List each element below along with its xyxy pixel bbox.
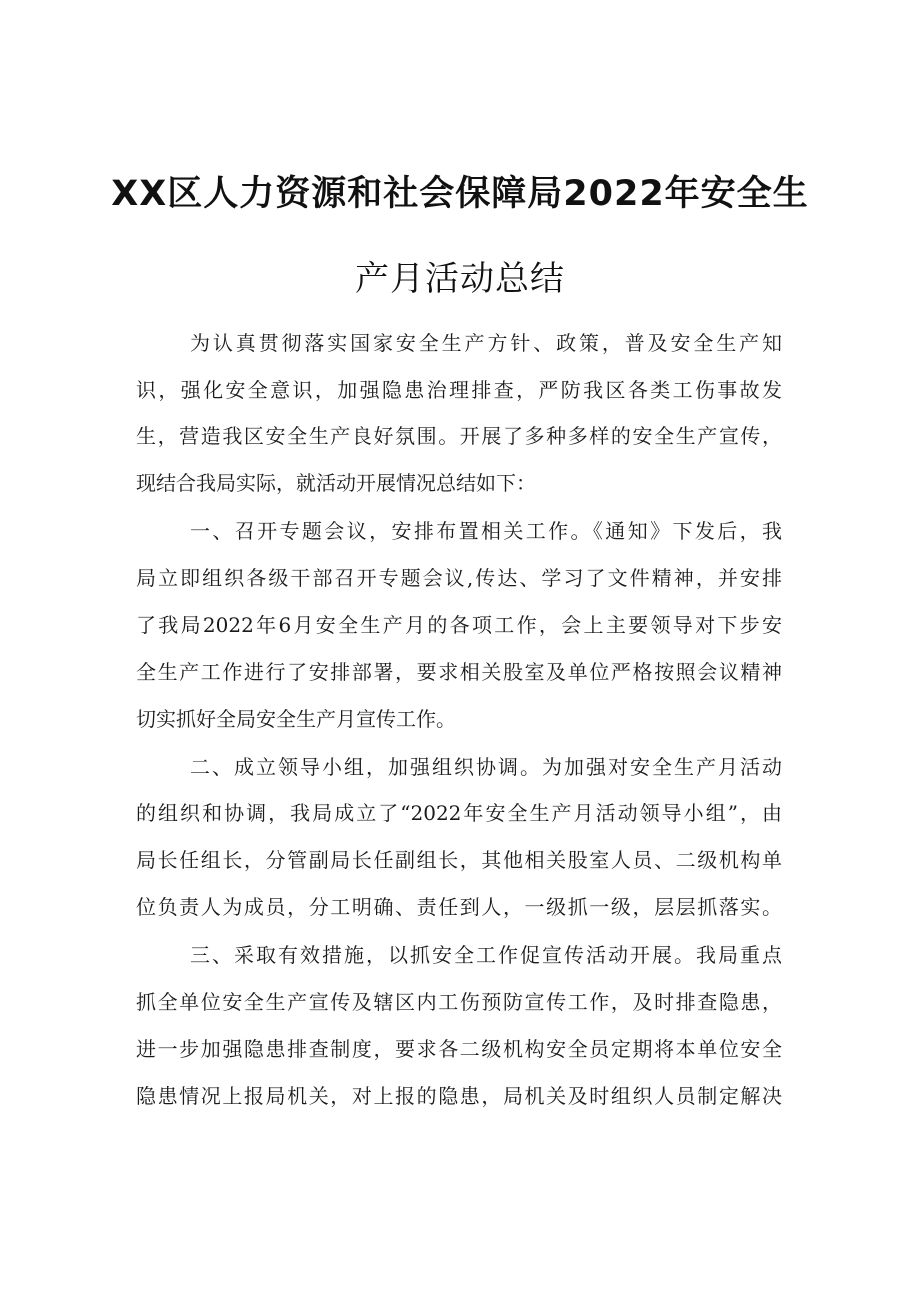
body-line-section-2-3: 局长任组长，分管副局长任副组长，其他相关股室人员、二级机构单 [136, 848, 782, 872]
body-line-section-3-3: 进一步加强隐患排查制度，要求各二级机构安全员定期将本单位安全 [136, 1037, 782, 1061]
body-line-section-2-1: 二、成立领导小组，加强组织协调。为加强对安全生产月活动 [190, 755, 782, 779]
body-line-section-1-5: 切实抓好全局安全生产月宣传工作。 [136, 707, 456, 731]
body-line-intro-3: 生，营造我区安全生产良好氛围。开展了多种多样的安全生产宣传， [136, 424, 782, 448]
document-title-line-2: 产月活动总结 [355, 259, 565, 299]
body-line-section-1-2: 局立即组织各级干部召开专题会议,传达、学习了文件精神，并安排 [136, 566, 782, 590]
body-line-section-1-3: 了我局2022年6月安全生产月的各项工作，会上主要领导对下步安 [136, 613, 782, 637]
body-line-section-3-1: 三、采取有效措施，以抓安全工作促宣传活动开展。我局重点 [190, 943, 782, 967]
body-line-intro-4: 现结合我局实际，就活动开展情况总结如下： [136, 471, 536, 495]
body-line-section-2-2: 的组织和协调，我局成立了“2022年安全生产月活动领导小组”，由 [136, 801, 782, 825]
document-title-line-1: XX区人力资源和社会保障局2022年安全生 [111, 174, 809, 214]
body-line-section-1-1: 一、召开专题会议，安排布置相关工作。《通知》下发后，我 [190, 519, 782, 543]
body-line-intro-1: 为认真贯彻落实国家安全生产方针、政策，普及安全生产知 [190, 331, 782, 355]
body-line-section-3-2: 抓全单位安全生产宣传及辖区内工伤预防宣传工作，及时排查隐患， [136, 990, 782, 1014]
body-line-section-3-4: 隐患情况上报局机关，对上报的隐患，局机关及时组织人员制定解决 [136, 1084, 782, 1108]
body-line-intro-2: 识，强化安全意识，加强隐患治理排查，严防我区各类工伤事故发 [136, 378, 782, 402]
body-line-section-1-4: 全生产工作进行了安排部署，要求相关股室及单位严格按照会议精神 [136, 660, 782, 684]
body-line-section-2-4: 位负责人为成员，分工明确、责任到人，一级抓一级，层层抓落实。 [136, 895, 782, 919]
